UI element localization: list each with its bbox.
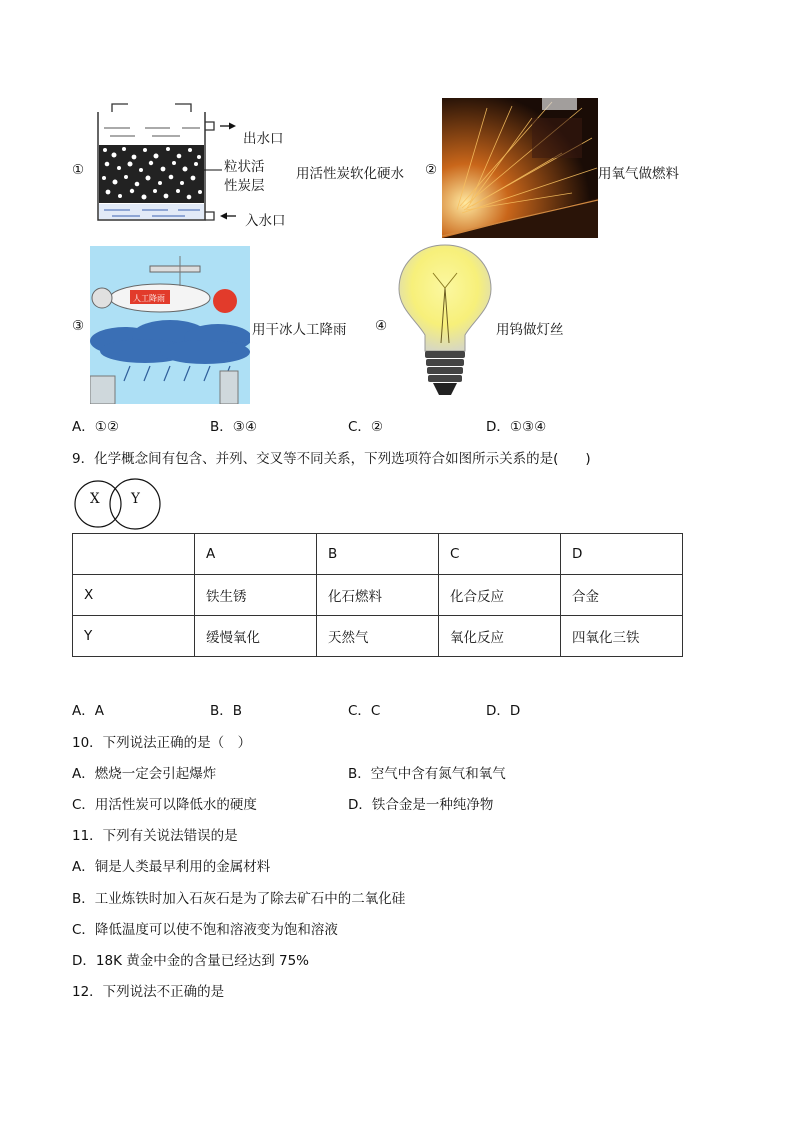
filter-layer-label-line2: 性炭层 <box>224 178 265 194</box>
table-row <box>73 616 683 657</box>
item3-description: 用干冰人工降雨 <box>252 322 347 338</box>
table-cell: 化合反应 <box>439 575 561 616</box>
table-cell: X <box>73 575 195 616</box>
q11-option-c[interactable]: C．降低温度可以使不饱和溶液变为饱和溶液 <box>72 922 338 938</box>
q9-option-d[interactable]: D．D <box>486 703 521 719</box>
q8-option-d[interactable]: D．①③④ <box>486 419 547 435</box>
q9-options-table <box>72 533 683 657</box>
plane-banner-text: 人工降雨 <box>133 294 165 303</box>
q10-stem: 10．下列说法正确的是（ ） <box>72 735 252 751</box>
q11-stem: 11．下列有关说法错误的是 <box>72 828 238 844</box>
light-bulb-photo <box>395 243 495 401</box>
table-cell: 氧化反应 <box>439 616 561 657</box>
filter-inlet-label: 入水口 <box>245 213 286 229</box>
table-cell: 化石燃料 <box>317 575 439 616</box>
item2-description: 用氧气做燃料 <box>598 166 679 182</box>
q10-option-b[interactable]: B．空气中含有氮气和氧气 <box>348 766 506 782</box>
item3-number: ③ <box>72 318 85 334</box>
q10-option-a[interactable]: A．燃烧一定会引起爆炸 <box>72 766 217 782</box>
q11-option-d[interactable]: D．18K 黄金中金的含量已经达到 75% <box>72 953 310 969</box>
table-cell: C <box>439 534 561 575</box>
table-header-row <box>73 534 683 575</box>
item1-description: 用活性炭软化硬水 <box>296 166 404 182</box>
venn-y-label: Y <box>131 491 140 507</box>
filter-outlet-label: 出水口 <box>243 131 284 147</box>
q11-option-a[interactable]: A．铜是人类最早利用的金属材料 <box>72 859 271 875</box>
item4-number: ④ <box>375 318 388 334</box>
q10-option-d[interactable]: D．铁合金是一种纯净物 <box>348 797 494 813</box>
q11-option-b[interactable]: B．工业炼铁时加入石灰石是为了除去矿石中的二氧化硅 <box>72 891 406 907</box>
table-cell <box>73 534 195 575</box>
q9-option-c[interactable]: C．C <box>348 703 381 719</box>
table-cell: A <box>195 534 317 575</box>
table-cell: 四氧化三铁 <box>561 616 683 657</box>
table-cell: 合金 <box>561 575 683 616</box>
item1-number: ① <box>72 162 85 178</box>
q9-option-b[interactable]: B．B <box>210 703 243 719</box>
q8-option-a[interactable]: A．①② <box>72 419 119 435</box>
cloud-seeding-cartoon <box>90 246 250 404</box>
table-row <box>73 575 683 616</box>
q9-stem: 9．化学概念间有包含、并列、交叉等不同关系，下列选项符合如图所示关系的是( ) <box>72 451 591 467</box>
q8-option-c[interactable]: C．② <box>348 419 384 435</box>
item2-number: ② <box>425 162 438 178</box>
filter-layer-label-line1: 粒状活 <box>224 159 265 175</box>
item4-description: 用钨做灯丝 <box>496 322 564 338</box>
venn-diagram <box>72 478 164 530</box>
table-cell: Y <box>73 616 195 657</box>
venn-x-label: X <box>90 491 100 507</box>
welding-sparks-photo <box>442 98 598 238</box>
q10-option-c[interactable]: C．用活性炭可以降低水的硬度 <box>72 797 257 813</box>
q12-stem: 12．下列说法不正确的是 <box>72 984 225 1000</box>
q9-option-a[interactable]: A．A <box>72 703 104 719</box>
q8-option-b[interactable]: B．③④ <box>210 419 257 435</box>
table-cell: B <box>317 534 439 575</box>
table-cell: 缓慢氧化 <box>195 616 317 657</box>
table-cell: 铁生锈 <box>195 575 317 616</box>
table-cell: 天然气 <box>317 616 439 657</box>
table-cell: D <box>561 534 683 575</box>
